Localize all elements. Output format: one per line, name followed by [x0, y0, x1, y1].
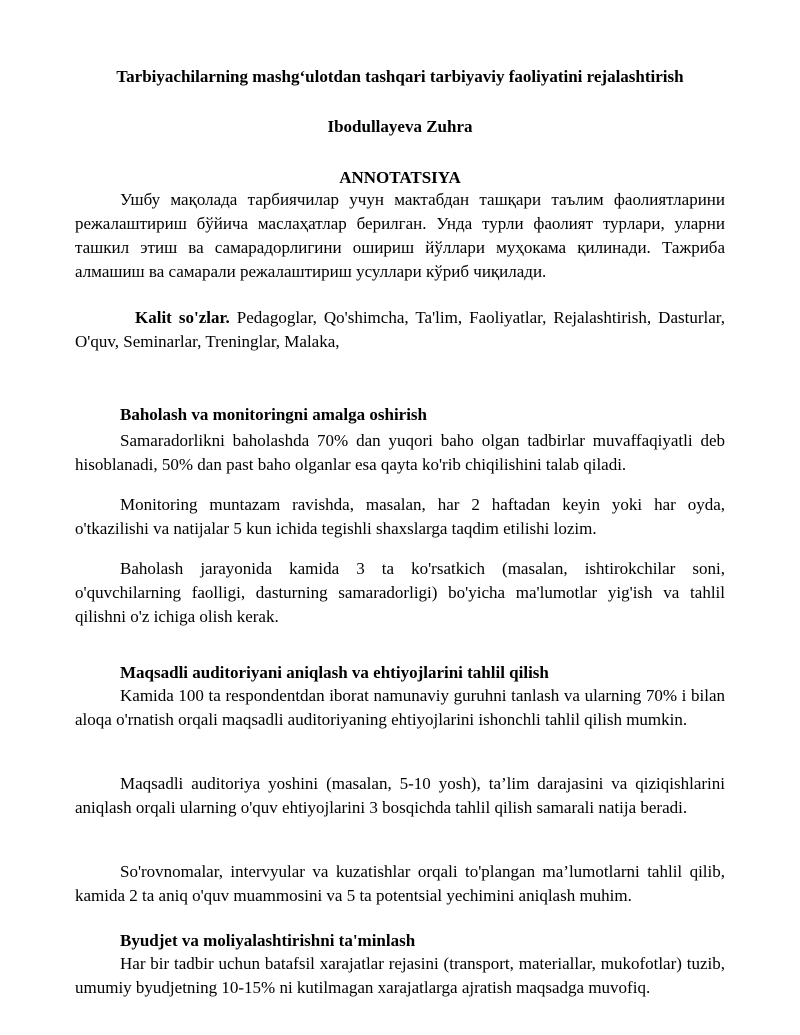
section-paragraph: Baholash jarayonida kamida 3 ta ko'rsatkich (masalan, ishtirokchilar soni, o'quvchilarning faolligi, dasturning samaradorligi) bo'yicha ma'lumotlar yig'ish va tahlil qilishni o'z ichiga olish kerak.	[75, 559, 725, 626]
section-paragraph: Samaradorlikni baholashda 70% dan yuqori baho olgan tadbirlar muvaffaqiyatli deb hisoblanadi, 50% dan past baho olganlar esa qayta ko'rib chiqilishini talab qiladi.	[75, 431, 725, 474]
author-name: Ibodullayeva Zuhra	[327, 117, 473, 136]
keywords-list: Pedagoglar, Qo'shimcha, Ta'lim, Faoliyatlar, Rejalashtirish, Dasturlar, O'quv, Seminarlar, Treninglar, Malaka,	[75, 308, 725, 351]
section-paragraph: Monitoring muntazam ravishda, masalan, har 2 haftadan keyin yoki har oyda, o'tkazilishi va natijalar 5 kun ichida tegishli shaxslarga taqdim etilishi lozim.	[75, 495, 725, 538]
section-paragraph: So'rovnomalar, intervyular va kuzatishlar orqali to'plangan ma’lumotlarni tahlil qilib, kamida 2 ta aniq o'quv muammosini va 5 ta potentsial yechimini aniqlash muhim.	[75, 862, 725, 905]
section-heading-evaluation: Baholash va monitoringni amalga oshirish	[120, 405, 428, 424]
section-heading-budget: Byudjet va moliyalashtirishni ta'minlash	[120, 931, 416, 950]
keywords-label: Kalit so'zlar.	[135, 308, 230, 327]
document-title: Tarbiyachilarning mashgʻulotdan tashqari tarbiyaviy faoliyatini rejalashtirish	[116, 67, 684, 86]
keywords-paragraph	[75, 306, 725, 354]
annotation-heading: ANNOTATSIYA	[339, 168, 461, 187]
section-paragraph: Maqsadli auditoriya yoshini (masalan, 5-10 yosh), ta’lim darajasini va qiziqishlarini aniqlash orqali ularning o'quv ehtiyojlarini 3 bosqichda tahlil qilish samarali natija beradi.	[75, 774, 725, 817]
annotation-paragraph: Ушбу мақолада тарбиячилар учун мактабдан ташқари таълим фаолиятларини режалаштириш бўйича маслаҳатлар берилган. Унда турли фаолият турлари, уларни ташкил этиш ва самарадорлигини ошириш йўллари муҳокама қилинади. Тажриба алмашиш ва самарали режалаштириш усуллари кўриб чиқилади.	[75, 190, 725, 281]
section-paragraph: Kamida 100 ta respondentdan iborat namunaviy guruhni tanlash va ularning 70% i bilan aloqa o'rnatish orqali maqsadli auditoriyaning ehtiyojlarini ishonchli tahlil qilish mumkin.	[75, 686, 725, 729]
section-heading-audience: Maqsadli auditoriyani aniqlash va ehtiyojlarini tahlil qilish	[120, 663, 549, 682]
section-paragraph: Har bir tadbir uchun batafsil xarajatlar rejasini (transport, materiallar, mukofotlar) tuzib, umumiy byudjetning 10-15% ni kutilmagan xarajatlarga ajratish maqsadga muvofiq.	[75, 954, 725, 997]
